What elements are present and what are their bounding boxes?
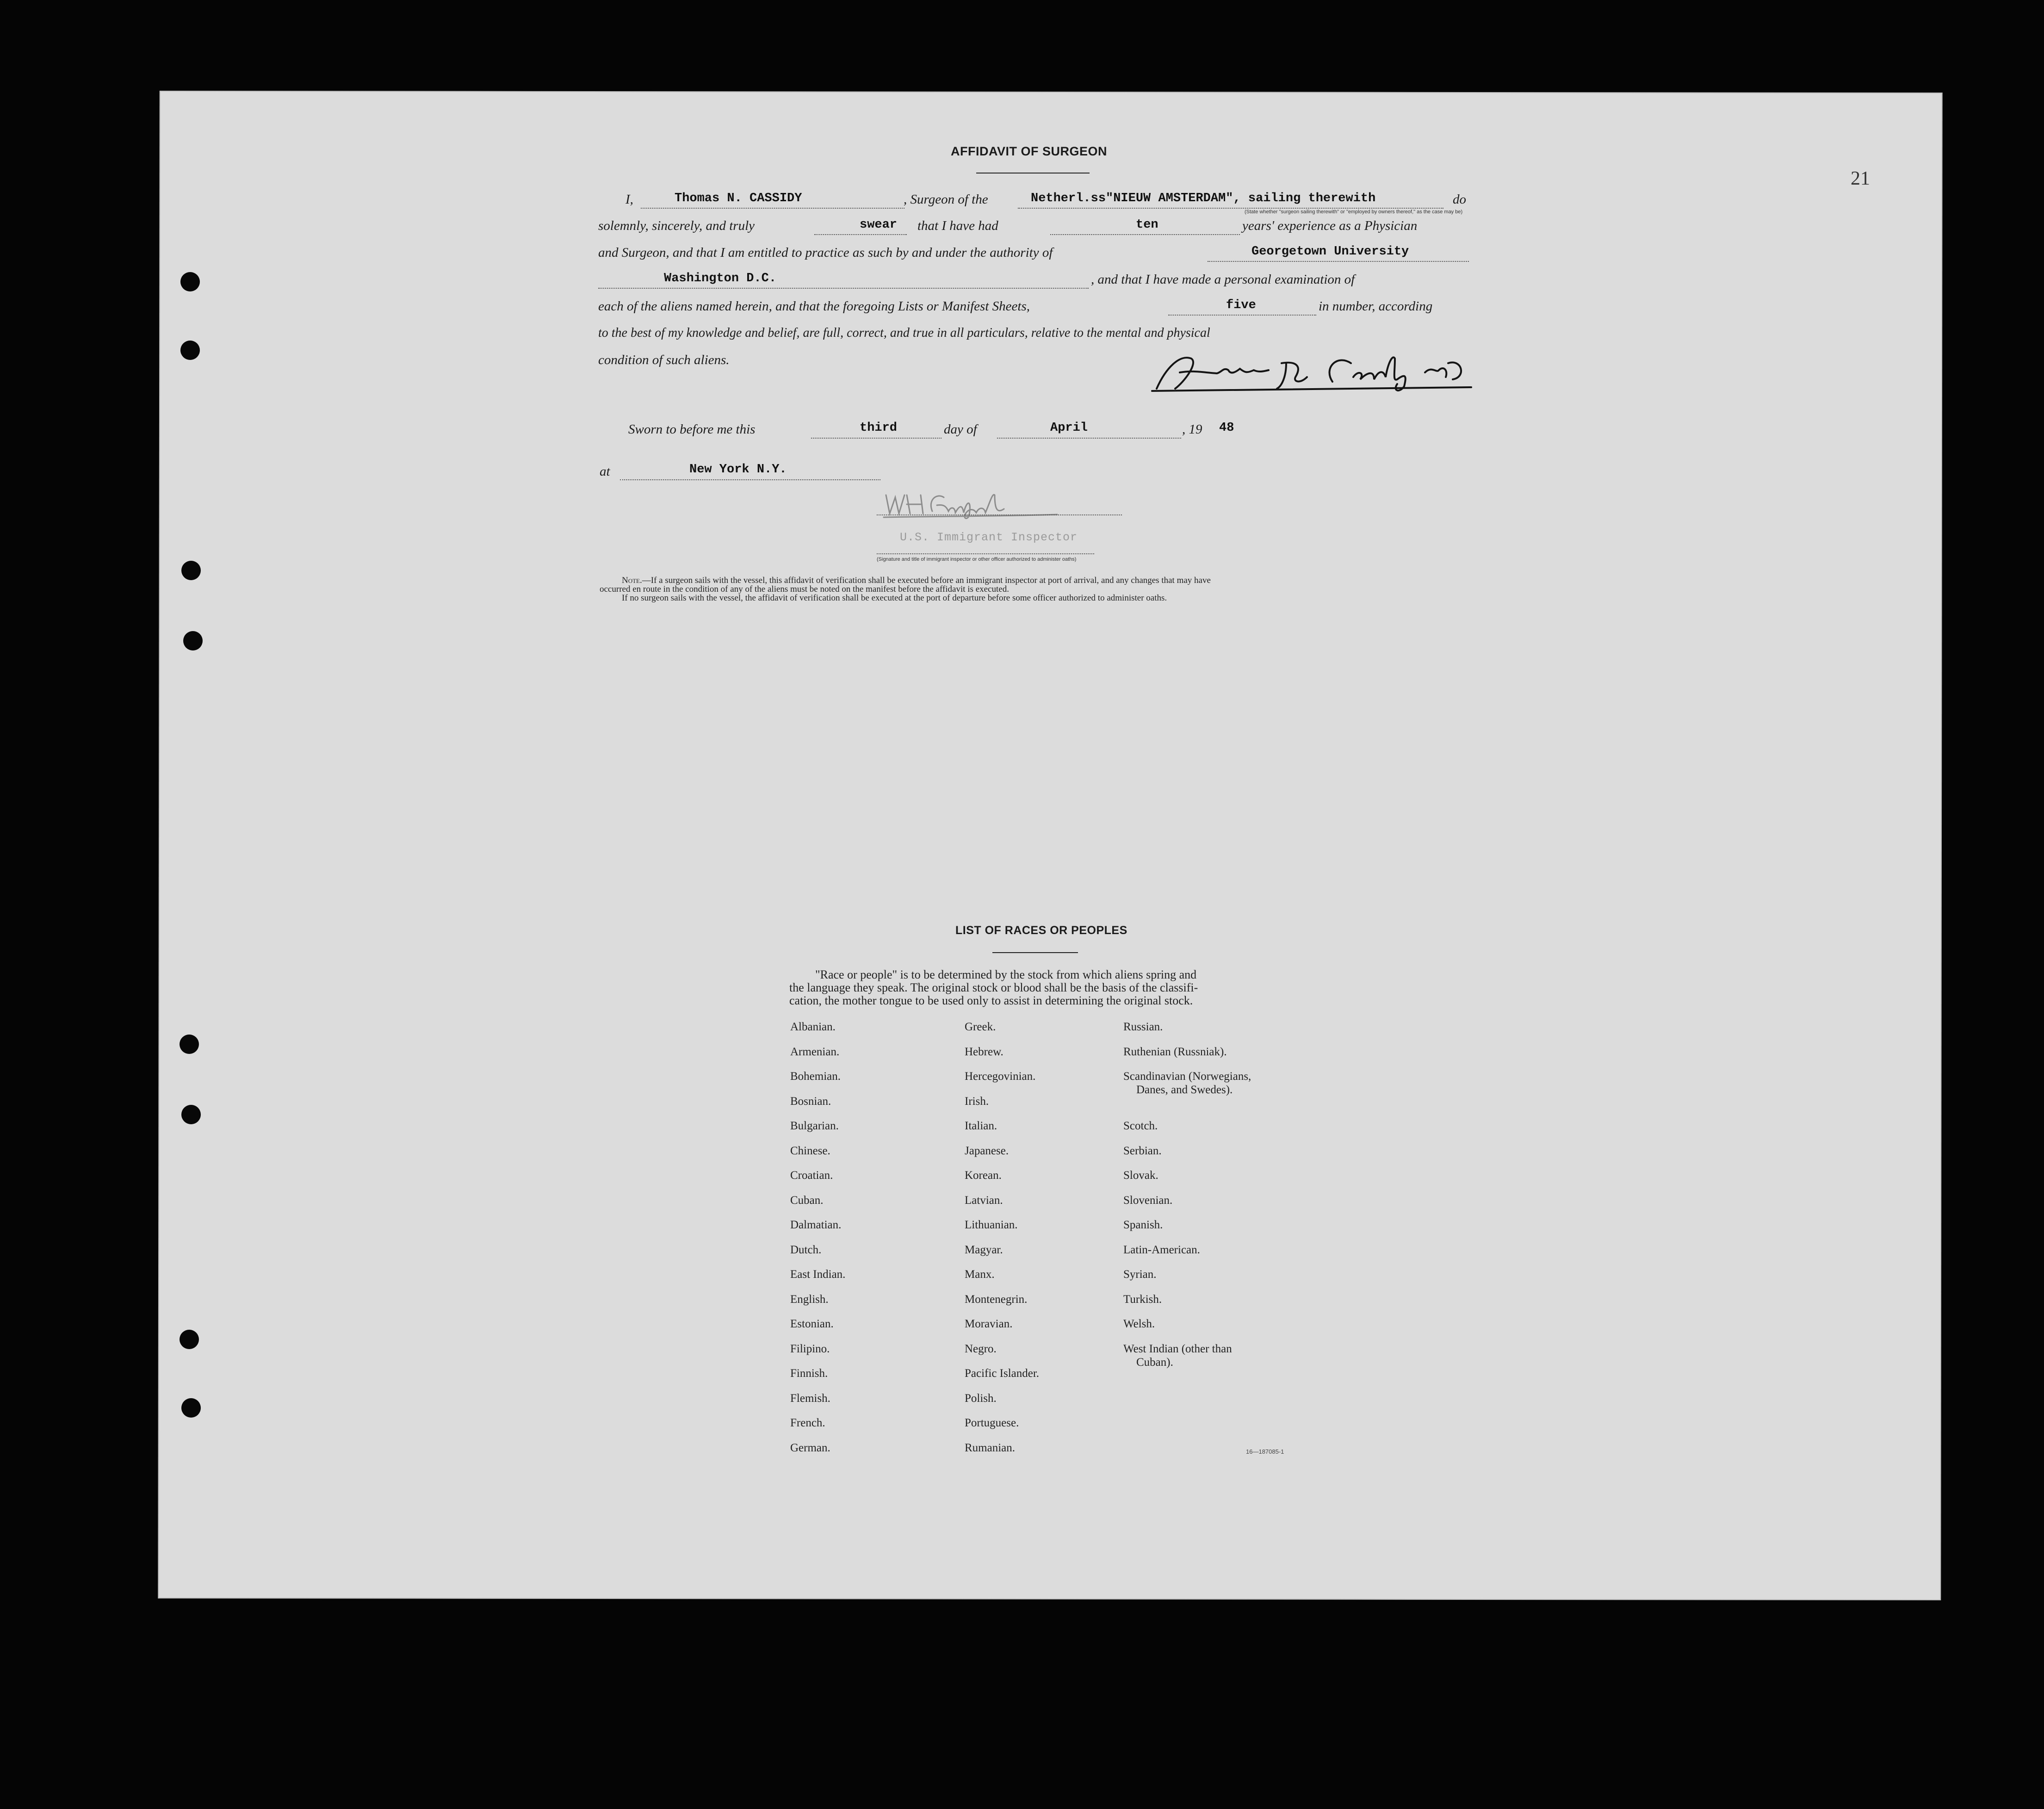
day-of-text: day of	[944, 422, 977, 437]
sworn-day-line	[811, 438, 941, 439]
race-item: Portuguese.	[965, 1417, 1019, 1429]
affidavit-best-knowledge: to the best of my knowledge and belief, are full, correct, and true in all particulars, relative to the mental and physical	[598, 326, 1210, 340]
intro-line-1: "Race or people" is to be determined by the stock from which aliens spring and	[815, 968, 1197, 981]
vessel-name: Netherl.ss"NIEUW AMSTERDAM", sailing therewith	[1031, 192, 1376, 205]
race-item: Polish.	[965, 1392, 997, 1405]
race-item: Cuban.	[790, 1194, 824, 1207]
years-line	[1050, 234, 1240, 235]
form-code: 16—187085-1	[1246, 1448, 1284, 1455]
affidavit-that-i-have-had: that I have had	[917, 218, 998, 233]
race-item: Scandinavian (Norwegians,	[1123, 1070, 1251, 1083]
race-item: Bosnian.	[790, 1095, 831, 1108]
race-item: French.	[790, 1417, 825, 1429]
note-line-3: If no surgeon sails with the vessel, the affidavit of verification shall be executed at the port of departure before some officer authorized to administer oaths.	[622, 593, 1167, 603]
oath-value: swear	[860, 218, 898, 232]
race-item: Slovak.	[1123, 1169, 1158, 1182]
affidavit-solemnly: solemnly, sincerely, and truly	[598, 218, 755, 233]
vessel-line-note: (State whether "surgeon sailing therewith" or "employed by owners thereof," as the case may be)	[1245, 209, 1463, 215]
race-item: Latin-American.	[1123, 1243, 1200, 1256]
race-item: Scotch.	[1123, 1120, 1158, 1132]
race-item: Turkish.	[1123, 1293, 1162, 1306]
race-item: Korean.	[965, 1169, 1002, 1182]
years-value: ten	[1136, 218, 1158, 232]
affidavit-years-experience: years' experience as a Physician	[1242, 218, 1418, 233]
race-item: Croatian.	[790, 1169, 833, 1182]
place-value: New York N.Y.	[689, 463, 787, 477]
race-item: Lithuanian.	[965, 1219, 1018, 1231]
vessel-line	[1018, 208, 1443, 209]
signature-caption: (Signature and title of immigrant inspector or other officer authorized to administer oaths)	[877, 557, 1077, 562]
inspector-signature-line	[877, 514, 1122, 515]
races-title-underline	[992, 952, 1078, 953]
surgeon-name-line	[641, 208, 904, 209]
affidavit-condition: condition of such aliens.	[598, 353, 730, 367]
race-item: Pacific Islander.	[965, 1367, 1040, 1380]
authority-value-2: Washington D.C.	[664, 272, 777, 285]
oath-line	[814, 234, 907, 235]
race-item: Serbian.	[1123, 1144, 1162, 1157]
inspector-signature	[881, 486, 1066, 523]
race-item: Latvian.	[965, 1194, 1003, 1207]
sworn-month: April	[1050, 421, 1088, 435]
intro-line-3: cation, the mother tongue to be used only to assist in determining the original stock.	[789, 994, 1193, 1007]
race-item: Bohemian.	[790, 1070, 841, 1083]
sheet-count-value: five	[1226, 298, 1256, 312]
races-title: LIST OF RACES OR PEOPLES	[955, 924, 1127, 937]
race-item: Danes, and Swedes).	[1136, 1084, 1233, 1097]
sworn-year: 48	[1219, 421, 1234, 435]
race-item: Japanese.	[965, 1144, 1009, 1157]
race-item: Albanian.	[790, 1021, 836, 1033]
affidavit-personal-exam: , and that I have made a personal examination of	[1091, 272, 1355, 287]
race-item: East Indian.	[790, 1268, 846, 1281]
race-item: English.	[790, 1293, 829, 1306]
race-item: Irish.	[965, 1095, 989, 1108]
race-item: Spanish.	[1123, 1219, 1163, 1231]
sworn-month-line	[997, 438, 1181, 439]
affidavit-and-surgeon: and Surgeon, and that I am entitled to practice as such by and under the authority of	[598, 245, 1053, 260]
authority-line-2	[598, 288, 1089, 289]
race-item: Dutch.	[790, 1243, 822, 1256]
race-item: German.	[790, 1441, 830, 1454]
race-item: Slovenian.	[1123, 1194, 1173, 1207]
intro-line-2: the language they speak. The original stock or blood shall be the basis of the classifi-	[789, 981, 1198, 994]
note-line-2: occurred en route in the condition of any of the aliens must be noted on the manifest before the affidavit is executed.	[600, 584, 1009, 594]
page-number: 21	[1851, 168, 1870, 189]
race-item: Cuban).	[1136, 1356, 1173, 1369]
affidavit-do: do	[1453, 192, 1466, 207]
affidavit-surgeon-of-the: , Surgeon of the	[904, 192, 988, 207]
race-item: Russian.	[1123, 1021, 1163, 1033]
race-item: Rumanian.	[965, 1441, 1016, 1454]
affidavit-i: I,	[626, 192, 633, 207]
race-item: Italian.	[965, 1120, 997, 1132]
race-item: Flemish.	[790, 1392, 830, 1405]
affidavit-note	[600, 576, 1211, 602]
authority-line-1	[1208, 261, 1469, 262]
affidavit-title: AFFIDAVIT OF SURGEON	[951, 144, 1107, 158]
affidavit-in-number: in number, according	[1319, 299, 1433, 314]
race-item: Greek.	[965, 1021, 996, 1033]
race-item: Magyar.	[965, 1243, 1003, 1256]
authority-value-1: Georgetown University	[1251, 245, 1409, 259]
race-item: West Indian (other than	[1123, 1342, 1232, 1355]
races-intro	[789, 968, 1198, 1007]
race-item: Manx.	[965, 1268, 995, 1281]
inspector-title: U.S. Immigrant Inspector	[900, 531, 1078, 544]
surgeon-name: Thomas N. CASSIDY	[675, 192, 802, 205]
race-item: Bulgarian.	[790, 1120, 839, 1132]
race-item: Negro.	[965, 1342, 997, 1355]
race-item: Chinese.	[790, 1144, 830, 1157]
race-item: Armenian.	[790, 1045, 840, 1058]
sworn-text: Sworn to before me this	[628, 422, 756, 437]
year-prefix: , 19	[1182, 422, 1202, 437]
at-text: at	[600, 464, 610, 479]
note-line-1: —If a surgeon sails with the vessel, this affidavit of verification shall be executed before an immigrant inspector at port of arrival, and any changes that may have	[642, 576, 1211, 585]
race-item: Hercegovinian.	[965, 1070, 1036, 1083]
place-line	[620, 479, 880, 480]
race-item: Estonian.	[790, 1318, 834, 1330]
sheet-count-line	[1168, 315, 1316, 316]
note-label: Note.	[622, 576, 642, 585]
inspector-title-line	[877, 553, 1094, 554]
race-item: Montenegrin.	[965, 1293, 1028, 1306]
race-item: Syrian.	[1123, 1268, 1157, 1281]
sworn-day: third	[860, 421, 898, 435]
race-item: Dalmatian.	[790, 1219, 842, 1231]
affidavit-each-of-aliens: each of the aliens named herein, and that the foregoing Lists or Manifest Sheets,	[598, 299, 1030, 314]
race-item: Finnish.	[790, 1367, 828, 1380]
race-item: Moravian.	[965, 1318, 1013, 1330]
race-item: Ruthenian (Russniak).	[1123, 1045, 1227, 1058]
race-item: Welsh.	[1123, 1318, 1155, 1330]
race-item: Filipino.	[790, 1342, 830, 1355]
race-item: Hebrew.	[965, 1045, 1003, 1058]
surgeon-signature	[1147, 345, 1480, 396]
